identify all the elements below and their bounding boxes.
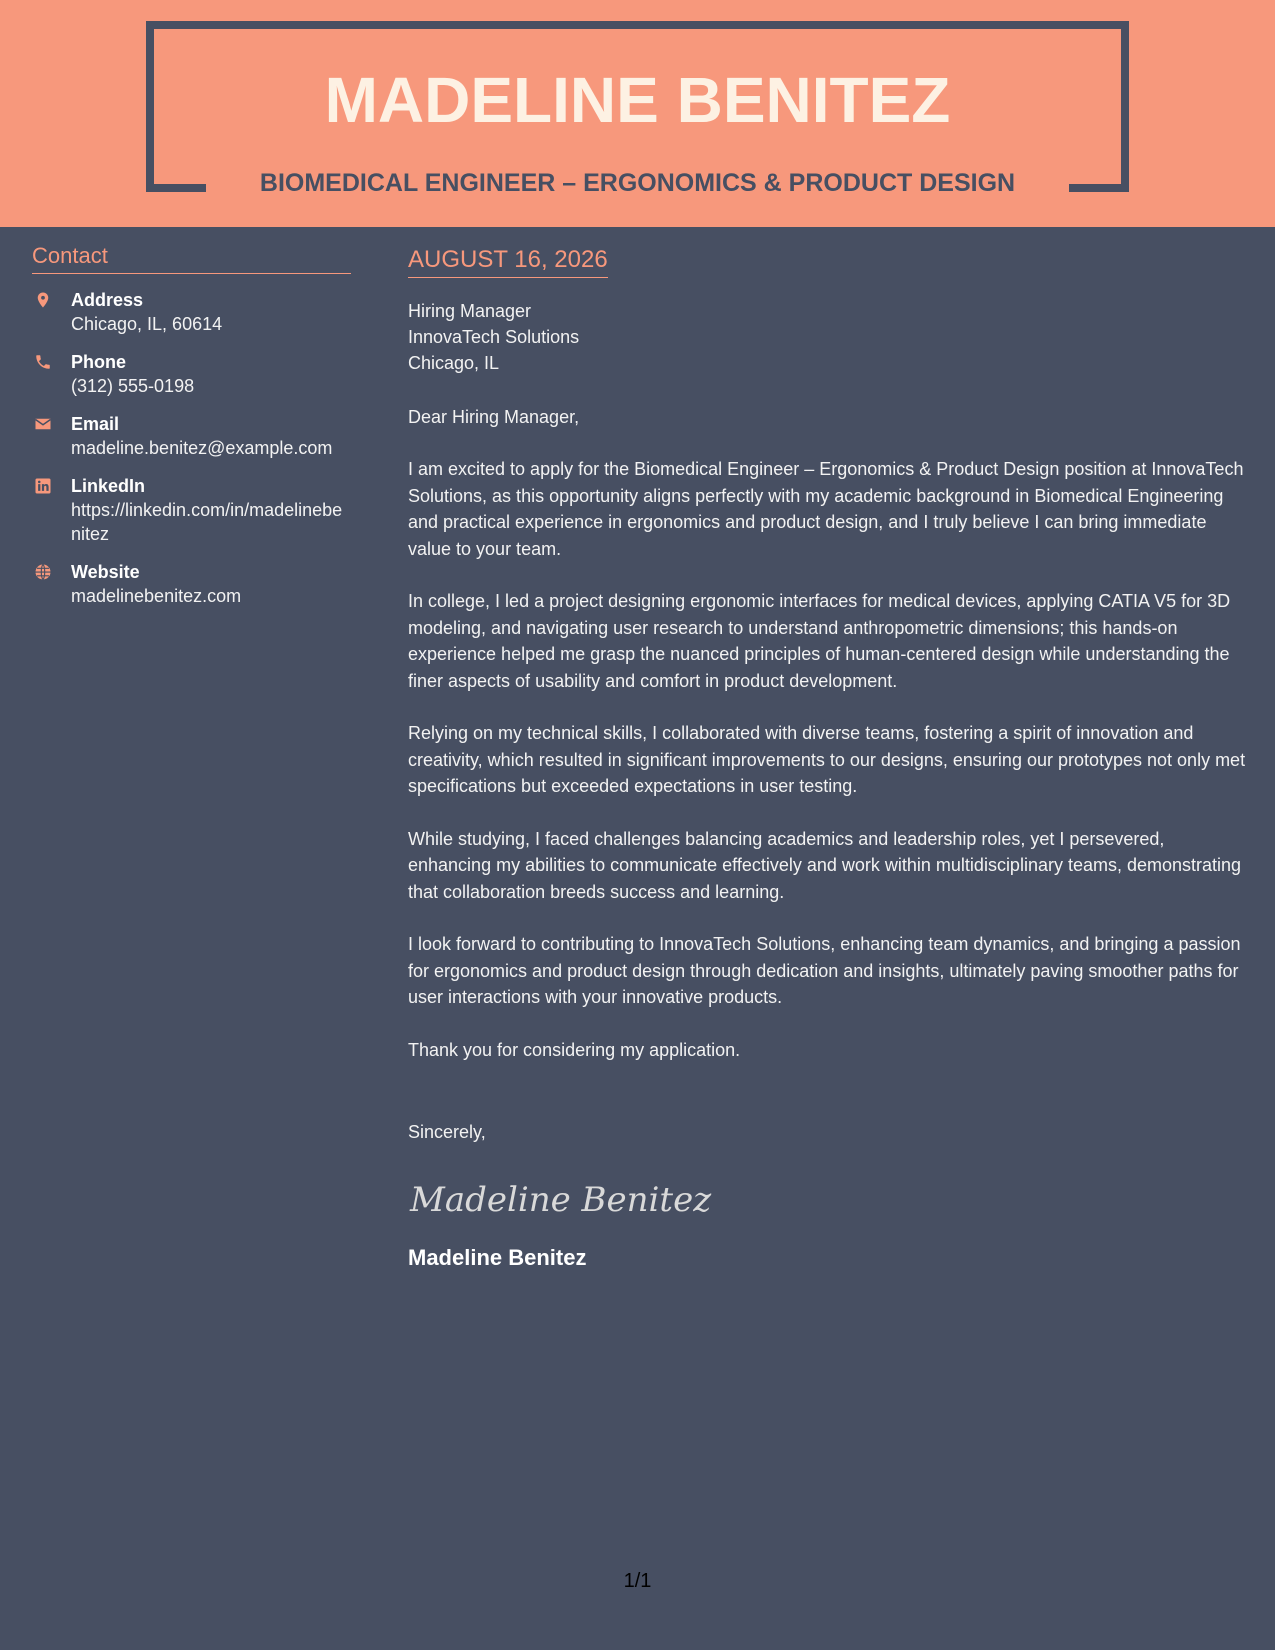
paragraph: I am excited to apply for the Biomedical Engineer – Ergonomics & Product Design position at InnovaTech Solutions, as this opportunity aligns perfectly with my academic background in Biomedical Engineering and practical experience in ergonomics and product design, and I truly believe I can bring immediate value to your team. xyxy=(408,459,1244,559)
signature-image xyxy=(408,1169,712,1227)
frame-border-top xyxy=(146,21,1129,29)
contact-item-website xyxy=(32,560,351,608)
paragraph: In college, I led a project designing ergonomic interfaces for medical devices, applying CATIA V5 for 3D modeling, and navigating user research to understand anthropometric dimensions; this hands-on experience helped me grasp the nuanced principles of human-centered design while understanding the finer aspects of usability and comfort in product development. xyxy=(408,591,1231,691)
signed-name: Madeline Benitez xyxy=(408,1245,587,1270)
contact-link[interactable]: https://linkedin.com/in/madelinebenitez xyxy=(71,500,343,544)
recipient-location: Chicago, IL xyxy=(408,353,500,373)
linkedin-icon xyxy=(34,477,52,495)
page-number: 1/1 xyxy=(623,1570,652,1592)
signature-text: Madeline Benitez xyxy=(410,1180,712,1220)
contact-link[interactable]: madelinebenitez.com xyxy=(71,586,242,606)
salutation: Dear Hiring Manager, xyxy=(408,407,580,427)
contact-item-address xyxy=(32,288,351,336)
contact-sidebar xyxy=(32,242,351,608)
paragraph: Relying on my technical skills, I collaborated with diverse teams, fostering a spirit of innovation and creativity, which resulted in significant improvements to our designs, ensuring our prototypes not only met specifications but exceeded expectations in user testing. xyxy=(408,723,1246,796)
globe-icon xyxy=(34,563,52,581)
contact-heading: Contact xyxy=(32,242,351,274)
email-icon xyxy=(34,415,52,433)
contact-item-phone xyxy=(32,350,351,398)
contact-label: Phone xyxy=(71,352,127,372)
contact-label: Website xyxy=(71,562,140,582)
candidate-name: MADELINE BENITEZ xyxy=(324,64,951,136)
recipient-block xyxy=(408,298,1248,376)
recipient-company: InnovaTech Solutions xyxy=(408,327,580,347)
phone-icon xyxy=(34,353,52,371)
paragraph: While studying, I faced challenges balancing academics and leadership roles, yet I persevered, enhancing my abilities to communicate effectively and work within multidisciplinary teams, demonstrating that collaboration breeds success and learning. xyxy=(408,828,1242,902)
contact-value: (312) 555-0198 xyxy=(71,376,195,396)
contact-value: Chicago, IL, 60614 xyxy=(71,314,223,334)
contact-label: LinkedIn xyxy=(71,476,146,496)
closing: Sincerely, xyxy=(408,1122,486,1142)
letter-date: AUGUST 16, 2026 xyxy=(408,244,608,278)
contact-item-linkedin xyxy=(32,474,351,546)
header-banner xyxy=(0,0,1275,227)
letter-body xyxy=(408,244,1248,1273)
map-pin-icon xyxy=(34,291,52,309)
contact-item-email xyxy=(32,412,351,460)
paragraph: I look forward to contributing to InnovaTech Solutions, enhancing team dynamics, and bringing a passion for ergonomics and product design through dedication and insights, ultimately paving smoother paths for user interactions with your innovative products. xyxy=(408,934,1241,1007)
recipient-title: Hiring Manager xyxy=(408,301,532,321)
candidate-headline: BIOMEDICAL ENGINEER – ERGONOMICS & PRODUCT DESIGN xyxy=(259,169,1016,197)
paragraph: Thank you for considering my application. xyxy=(408,1039,741,1060)
contact-label: Email xyxy=(71,414,120,434)
contact-value: madeline.benitez@example.com xyxy=(71,438,333,458)
contact-label: Address xyxy=(71,290,144,310)
